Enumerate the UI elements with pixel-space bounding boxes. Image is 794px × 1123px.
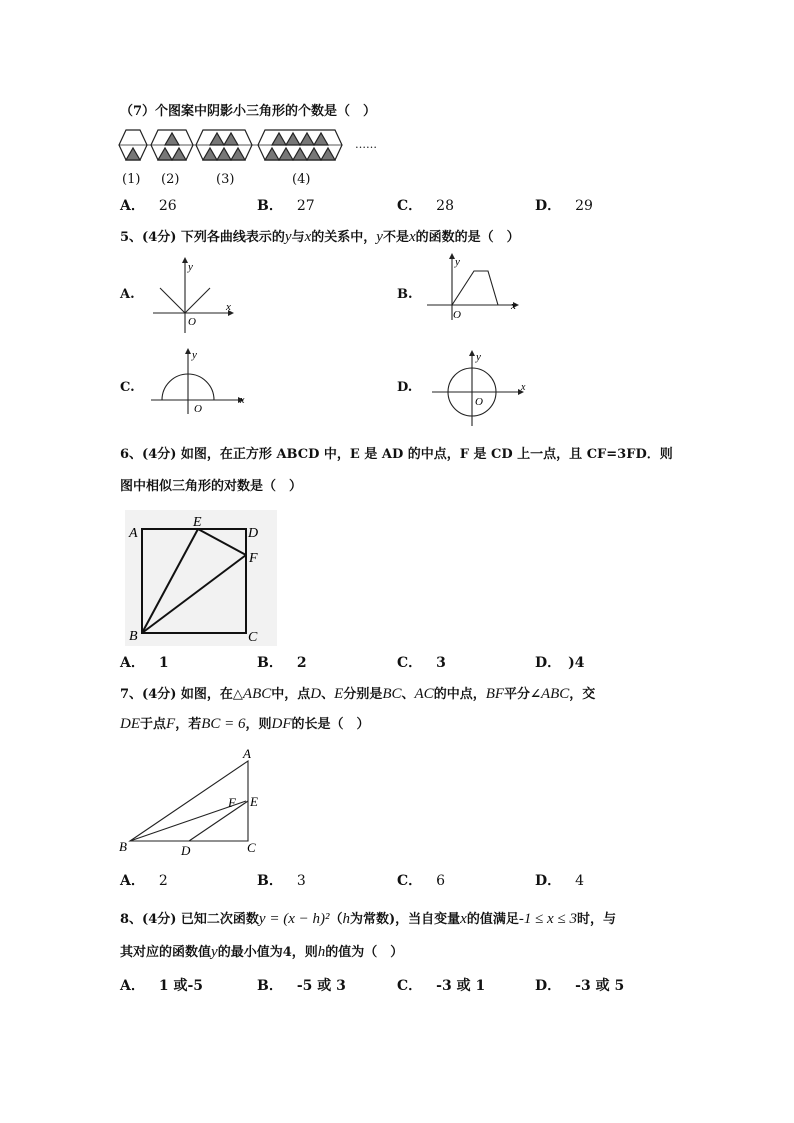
q4-label-1: (1)	[122, 172, 141, 187]
q4-option-a[interactable]: A． 26	[120, 198, 177, 214]
q4-stem: （7）个图案中阴影小三角形的个数是（ ）	[120, 104, 377, 119]
q4-ellipsis: ……	[355, 138, 377, 151]
q4-option-b[interactable]: B． 27	[257, 198, 315, 214]
q8-stem-line2: 其对应的函数值y的最小值为4，则h的值为（ ）	[120, 944, 404, 960]
q7-option-d[interactable]: D． 4	[535, 873, 585, 889]
q4-option-c[interactable]: C． 28	[397, 198, 454, 214]
svg-text:C: C	[247, 840, 256, 855]
q5-option-d[interactable]: D.	[397, 380, 413, 395]
q5-option-c[interactable]: C.	[120, 380, 135, 395]
q6-stem-line2: 图中相似三角形的对数是（ ）	[120, 479, 303, 494]
q5-stem: 5、(4分) 下列各曲线表示的y与x的关系中，y不是x的函数的是（ ）	[120, 229, 520, 245]
q6-stem-line1: 6、(4分) 如图，在正方形 ABCD 中，E 是 AD 的中点，F 是 CD 上一点，且 CF=3FD．则	[120, 447, 673, 462]
svg-text:A: A	[129, 526, 138, 541]
svg-text:F: F	[228, 795, 236, 810]
svg-text:B: B	[129, 629, 138, 644]
q8-option-c[interactable]: C． -3 或 1	[397, 978, 486, 994]
q7-option-b[interactable]: B． 3	[257, 873, 306, 889]
svg-text:A: A	[243, 746, 251, 761]
q4-option-d[interactable]: D． 29	[535, 198, 593, 214]
svg-text:E: E	[193, 515, 202, 530]
svg-text:x: x	[521, 382, 526, 393]
q4-hexagon-patterns	[118, 128, 378, 166]
svg-text:O: O	[188, 316, 196, 328]
svg-text:x: x	[240, 395, 245, 406]
svg-text:D: D	[248, 526, 259, 541]
q5-graph-a	[148, 258, 248, 338]
q6-square-figure	[125, 510, 285, 650]
q8-stem-line1: 8、(4分) 已知二次函数y = (x − h)²（h为常数)，当自变量x的值满足-1 ≤ x ≤ 3时，与	[120, 911, 616, 927]
q8-option-a[interactable]: A． 1 或-5	[120, 978, 204, 994]
svg-text:x: x	[226, 301, 231, 313]
q6-option-a[interactable]: A． 1	[120, 655, 169, 671]
svg-text:C: C	[248, 630, 258, 645]
svg-text:y: y	[188, 261, 193, 273]
q6-option-c[interactable]: C． 3	[397, 655, 446, 671]
svg-text:y: y	[192, 349, 197, 361]
svg-text:O: O	[475, 396, 483, 408]
svg-text:O: O	[453, 309, 461, 321]
q6-option-b[interactable]: B． 2	[257, 655, 307, 671]
q4-label-2: (2)	[161, 172, 180, 187]
q8-option-d[interactable]: D． -3 或 5	[535, 978, 625, 994]
q4-label-4: (4)	[292, 172, 311, 187]
q7-option-c[interactable]: C． 6	[397, 873, 446, 889]
svg-text:B: B	[119, 839, 127, 854]
q8-option-b[interactable]: B． -5 或 3	[257, 978, 346, 994]
q5-graph-b	[425, 255, 525, 325]
q5-graph-c	[148, 348, 248, 418]
q7-triangle-figure	[115, 748, 275, 860]
q7-stem-line1: 7、(4分) 如图，在△ABC中，点D、E分别是BC、AC的中点，BF平分∠ABC，交	[120, 686, 596, 702]
svg-text:O: O	[194, 403, 202, 415]
svg-text:y: y	[476, 351, 481, 363]
svg-text:y: y	[455, 256, 460, 268]
svg-text:D: D	[181, 843, 191, 858]
q5-option-b[interactable]: B.	[397, 287, 413, 302]
q6-option-d[interactable]: D． )4	[535, 655, 585, 671]
svg-text:F: F	[249, 551, 258, 566]
q7-option-a[interactable]: A． 2	[120, 873, 168, 889]
q4-label-3: (3)	[216, 172, 235, 187]
svg-text:E: E	[250, 794, 258, 809]
q5-option-a[interactable]: A.	[120, 287, 135, 302]
svg-text:x: x	[511, 300, 516, 312]
q5-graph-d	[430, 350, 530, 430]
q7-stem-line2: DE于点F，若BC = 6，则DF的长是（ ）	[120, 716, 370, 732]
